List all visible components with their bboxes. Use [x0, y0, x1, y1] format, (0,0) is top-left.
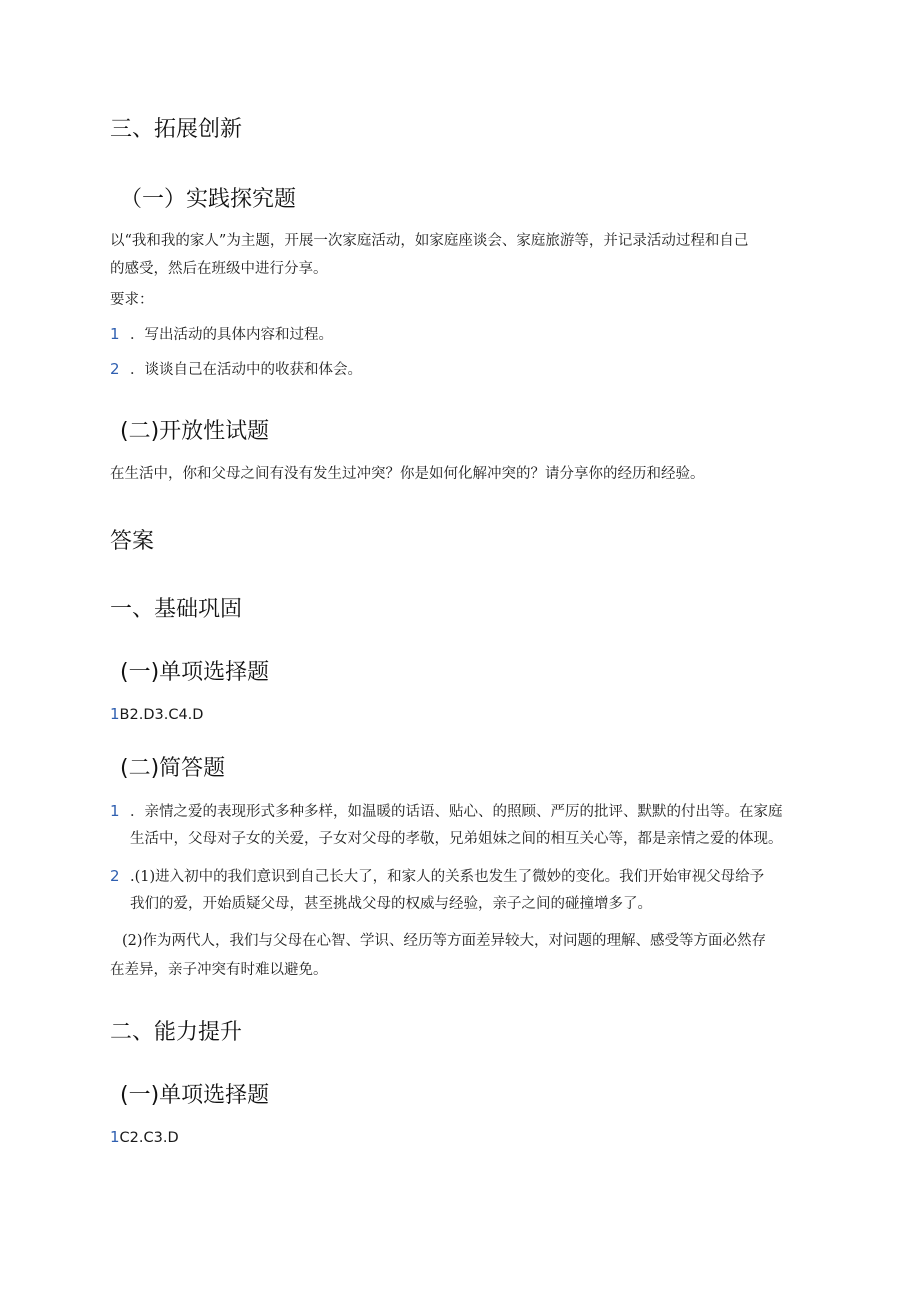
answers-heading: 答案 [110, 529, 155, 554]
section-heading-ability: 二、能力提升 [110, 1020, 243, 1045]
single-choice-answers [110, 704, 203, 725]
short-answer-item-1-line-2: 生活中，父母对子女的关爱，子女对父母的孝敬，兄弟姐妹之间的相互关心等，都是亲情之爱的体现。 [130, 831, 783, 847]
requirement-item [110, 359, 362, 380]
answer-text: ．亲情之爱的表现形式多种多样，如温暖的话语、贴心、的照顾、严厉的批评、默默的付出等。在家庭 [130, 804, 783, 820]
requirement-text: ．写出活动的具体内容和过程。 [130, 327, 333, 343]
open-question-text: 在生活中，你和父母之间有没有发生过冲突？你是如何化解冲突的？请分享你的经历和经验。 [110, 466, 705, 482]
practice-question-line-1: 以“我和我的家人”为主题，开展一次家庭活动，如家庭座谈会、家庭旅游等，并记录活动过程和自己 [110, 233, 749, 249]
answer-text: B2.D3.C4.D [119, 707, 204, 723]
short-answer-item-2-line-1 [110, 866, 764, 887]
subheading-single-choice-2: (一)单项选择题 [120, 1083, 270, 1108]
short-answer-para-3-line-1: (2)作为两代人，我们与父母在心智、学识、经历等方面差异较大，对问题的理解、感受等方面必然存 [122, 933, 767, 949]
section-heading-basics: 一、基础巩固 [110, 597, 243, 622]
requirement-item [110, 324, 333, 345]
list-number: 2 [110, 867, 120, 885]
list-number: 1 [110, 802, 120, 820]
list-number: 1 [110, 1128, 120, 1146]
section-heading-expansion: 三、拓展创新 [110, 117, 243, 142]
short-answer-item-1-line-1 [110, 801, 783, 822]
answer-text: C2.C3.D [119, 1130, 179, 1146]
list-number: 1 [110, 705, 120, 723]
practice-question-line-2: 的感受，然后在班级中进行分享。 [110, 261, 328, 277]
subheading-single-choice: (一)单项选择题 [120, 660, 270, 685]
answer-text: .(1)进入初中的我们意识到自己长大了，和家人的关系也发生了微妙的变化。我们开始审视父母给予 [130, 869, 765, 885]
subheading-short-answer: (二)简答题 [120, 756, 226, 781]
list-number: 1 [110, 325, 120, 343]
requirements-label: 要求： [110, 292, 154, 308]
list-number: 2 [110, 360, 120, 378]
single-choice-answers-2 [110, 1127, 179, 1148]
requirement-text: ．谈谈自己在活动中的收获和体会。 [130, 362, 362, 378]
subheading-practice-inquiry: （一）实践探究题 [120, 187, 297, 212]
short-answer-para-3-line-2: 在差异，亲子冲突有时难以避免。 [110, 962, 328, 978]
short-answer-item-2-line-2: 我们的爱，开始质疑父母，甚至挑战父母的权威与经验，亲子之间的碰撞增多了。 [130, 896, 652, 912]
subheading-open-question: (二)开放性试题 [120, 419, 270, 444]
